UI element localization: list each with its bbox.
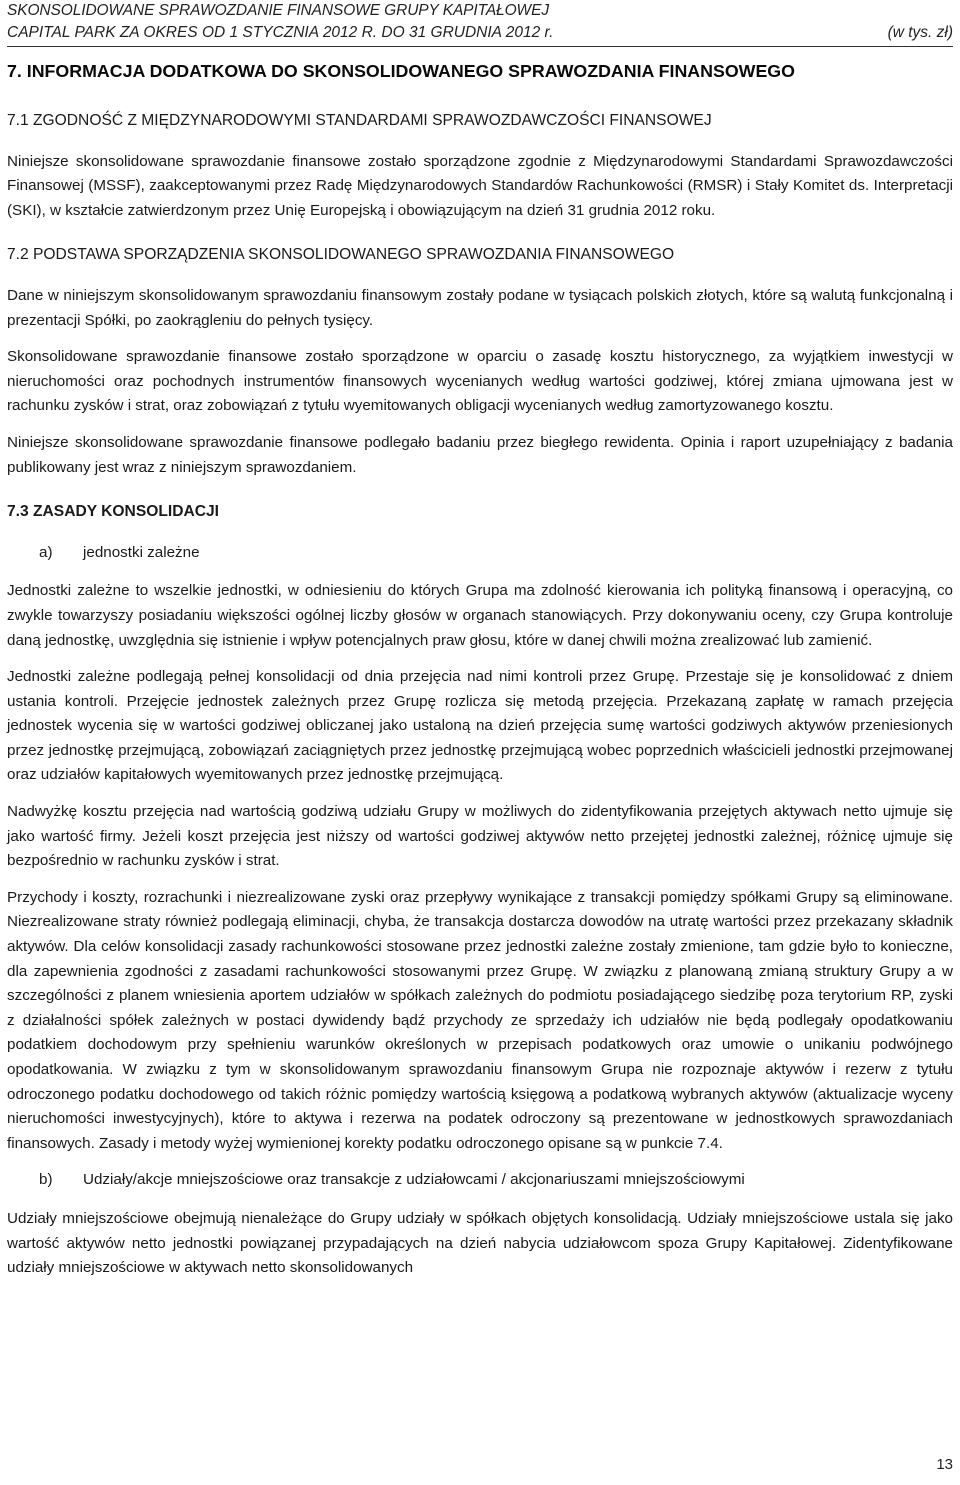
heading-7-3: 7.3 ZASADY KONSOLIDACJI [7,503,220,521]
subheading-a-title: jednostki zależne [83,543,200,561]
paragraph-7-2-2: Skonsolidowane sprawozdanie finansowe zostało sporządzone w oparciu o zasadę kosztu historycznego, za wyjątkiem inwestycji w nieruchomości oraz pochodnych instrumentów finansowych wycenianych według wartości godziwej, której zmiana ujmowana jest w rachunku zysków i strat, oraz zobowiązań z tytułu wyemitowanych obligacji wycenianych według zamortyzowanego kosztu. [7,348,953,415]
heading-7-2: 7.2 PODSTAWA SPORZĄDZENIA SKONSOLIDOWANEGO SPRAWOZDANIA FINANSOWEGO [7,246,675,264]
paragraph-7-3-a-2: Jednostki zależne podlegają pełnej konsolidacji od dnia przejęcia nad nimi kontroli przez Grupę. Przestaje się je konsolidować z dniem ustania kontroli. Przejęcie jednostek zależnych przez Grupę rozlicza się metodą przejęcia. Przekazaną zapłatę w ramach przejęcia jednostek wycenia się w wartości godziwej obliczanej jako ustaloną na dzień przejęcia sumę wartości godziwych aktywów przeniesionych przez jednostkę przejmującą, zobowiązań zaciągniętych przez jednostkę przejmującą wobec poprzednich właścicieli jednostki przejmowanej oraz udziałów kapitałowych wyemitowanych przez jednostkę przejmującą. [7,668,953,784]
page-header [7,0,953,44]
paragraph-7-2-1: Dane w niniejszym skonsolidowanym sprawozdaniu finansowym zostały podane w tysiącach polskich złotych, które są walutą funkcjonalną i prezentacji Spółki, po zaokrągleniu do pełnych tysięcy. [7,286,953,329]
paragraph-7-1: Niniejsze skonsolidowane sprawozdanie finansowe zostało sporządzone zgodnie z Międzynarodowymi Standardami Sprawozdawczości Finansowej (MSSF), zaakceptowanymi przez Radę Międzynarodowych Standardów Rachunkowości (RMSR) i Stały Komitet ds. Interpretacji (SKI), w kształcie zatwierdzonym przez Unię Europejską i obowiązującym na dzień 31 grudnia 2012 roku. [7,152,953,219]
paragraph-7-3-a-1: Jednostki zależne to wszelkie jednostki, w odniesieniu do których Grupa ma zdolność kierowania ich polityką finansową i operacyjną, co zwykle towarzyszy posiadaniu większości ogólnej liczby głosów w organach stanowiących. Przy dokonywaniu oceny, czy Grupa kontroluje daną jednostkę, uwzględnia się istnienie i wpływ potencjalnych praw głosu, które w danej chwili można zrealizować lub zamienić. [7,582,953,649]
header-line-2: CAPITAL PARK ZA OKRES OD 1 STYCZNIA 2012 R. DO 31 GRUDNIA 2012 r. [7,24,554,41]
header-unit: (w tys. zł) [887,24,953,41]
subheading-b [7,1168,953,1193]
paragraph-7-3-b-1: Udziały mniejszościowe obejmują nienależące do Grupy udziały w spółkach objętych konsolidacją. Udziały mniejszościowe ustala się jako wartość aktywów netto jednostki powiązanej przypadających na dzień nabycia udziałowcom spoza Grupy Kapitałowej. Zidentyfikowane udziały mniejszościowe w aktywach netto skonsolidowanych [7,1209,953,1277]
section-title: 7. INFORMACJA DODATKOWA DO SKONSOLIDOWANEGO SPRAWOZDANIA FINANSOWEGO [7,61,795,81]
subheading-a-label: a) [39,543,53,561]
header-line-1: SKONSOLIDOWANE SPRAWOZDANIE FINANSOWE GRUPY KAPITAŁOWEJ [7,2,549,19]
subheading-a [7,541,953,566]
heading-7-1: 7.1 ZGODNOŚĆ Z MIĘDZYNARODOWYMI STANDARDAMI SPRAWOZDAWCZOŚCI FINANSOWEJ [7,112,712,129]
subheading-b-title: Udziały/akcje mniejszościowe oraz transakcje z udziałowcami / akcjonariuszami mniejszościowymi [83,1171,745,1189]
document-body [7,109,953,1293]
spacer [7,492,953,500]
paragraph-7-3-a-4: Przychody i koszty, rozrachunki i niezrealizowane zyski oraz przepływy wynikające z transakcji pomiędzy spółkami Grupy są eliminowane. Niezrealizowane straty również podlegają eliminacji, chyba, że transakcja dostarcza dowodów na utratę wartości przez przekazany składnik aktywów. Dla celów konsolidacji zasady rachunkowości stosowane przez jednostki zależne zostały zmienione, tam gdzie było to konieczne, dla zapewnienia zgodności z zasadami rachunkowości stosowanymi przez Grupę. W związku z planowaną zmianą struktury Grupy a w szczególności z planem wniesienia aportem udziałów w spółkach zależnych do podmiotu posiadającego siedzibę poza terytorium RP, zyski z działalności spółek zależnych w postaci dywidendy bądź przychody ze sprzedaży ich udziałów nie będą podlegały opodatkowaniu podatkiem dochodowym przy spełnieniu warunków określonych w przepisach podatkowych oraz umowie o unikaniu podwójnego opodatkowania. W związku z tym w skonsolidowanym sprawozdaniu finansowym Grupa nie rozpoznaje aktywów i rezerw z tytułu odroczonego podatku dochodowego od takich różnic pomiędzy wartością księgową a podatkową wybranych aktywów (aktualizacje wyceny nieruchomości inwestycyjnych), które to aktywa i rezerwa na podatek odroczony są prezentowane w jednostkowych sprawozdaniach finansowych. Zasady i metody wyżej wymienionej korekty podatku odroczonego opisane są w punkcie 7.4. [7,888,953,1152]
page-number: 13 [936,1456,953,1473]
header-rule [7,46,953,47]
header-row-2 [7,22,953,44]
paragraph-7-2-3: Niniejsze skonsolidowane sprawozdanie finansowe podlegało badaniu przez biegłego rewidenta. Opinia i raport uzupełniający z badania publikowany jest wraz z niniejszym sprawozdaniem. [7,433,953,476]
subheading-b-label: b) [39,1171,53,1189]
paragraph-7-3-a-3: Nadwyżkę kosztu przejęcia nad wartością godziwą udziału Grupy w możliwych do zidentyfikowania przejętych aktywach netto ujmuje się jako wartość firmy. Jeżeli koszt przejęcia jest niższy od wartości godziwej aktywów netto przejętej jednostki zależnej, różnicę ujmuje się bezpośrednio w rachunku zysków i strat. [7,803,953,870]
spacer [7,235,953,243]
